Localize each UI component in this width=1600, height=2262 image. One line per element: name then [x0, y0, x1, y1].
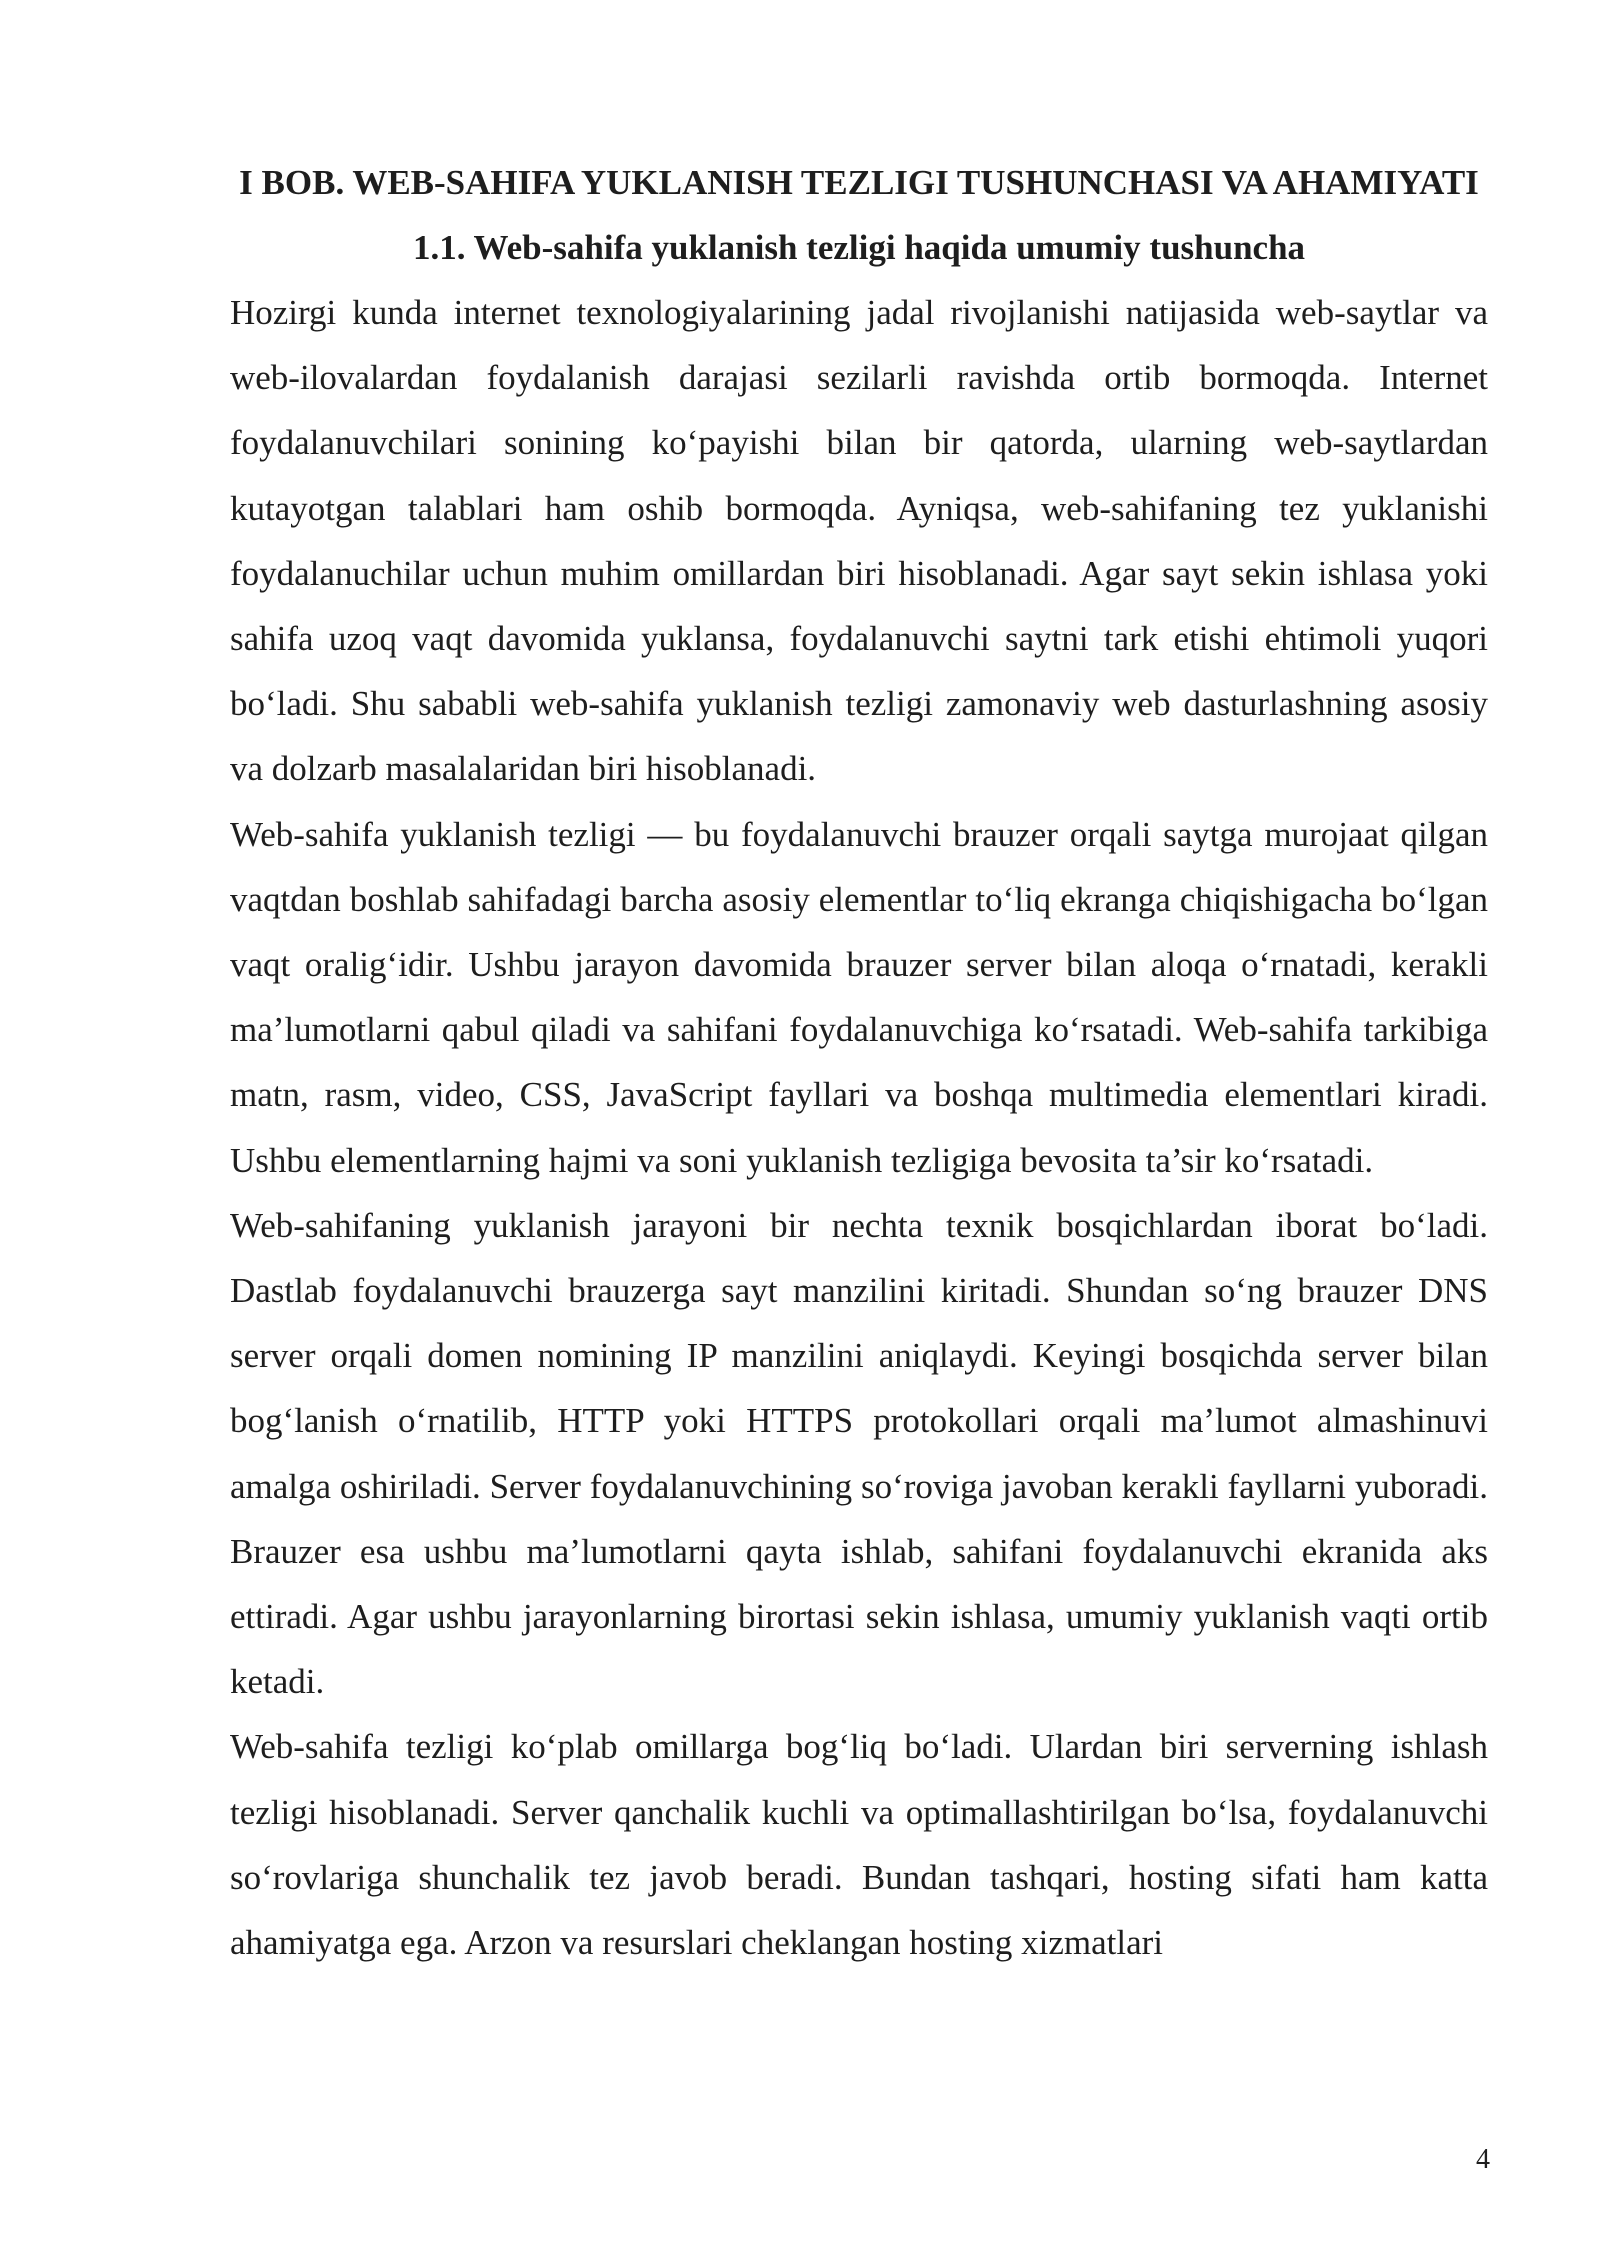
paragraph-intro: Hozirgi kunda internet texnologiyalarining jadal rivojlanishi natijasida web-saytlar va web-ilovalardan foydalanish darajasi sezilarli ravishda ortib bormoqda. Internet foydalanuvchilari sonining ko‘payishi bilan bir qatorda, ularning web-saytlardan kutayotgan talablari ham oshib bormoqda. Ayniqsa, web-sahifaning tez yuklanishi foydalanuchilar uchun muhim omillardan biri hisoblanadi. Agar sayt sekin ishlasa yoki sahifa uzoq vaqt davomida yuklansa, foydalanuvchi saytni tark etishi ehtimoli yuqori bo‘ladi. Shu sababli web-sahifa yuklanish tezligi zamonaviy web dasturlashning asosiy va dolzarb masalalaridan biri hisoblanadi. [230, 293, 1488, 789]
chapter-title: I BOB. WEB-SAHIFA YUKLANISH TEZLIGI TUSHUNCHASI VA AHAMIYATI [239, 163, 1479, 202]
paragraph-definition: Web-sahifa yuklanish tezligi — bu foydalanuvchi brauzer orqali saytga murojaat qilgan vaqtdan boshlab sahifadagi barcha asosiy elementlar to‘liq ekranga chiqishigacha bo‘lgan vaqt oralig‘idir. Ushbu jarayon davomida brauzer server bilan aloqa o‘rnatadi, kerakli ma’lumotlarni qabul qiladi va sahifani foydalanuvchiga ko‘rsatadi. Web-sahifa tarkibiga matn, rasm, video, CSS, JavaScript fayllari va boshqa multimedia elementlari kiradi. Ushbu elementlarning hajmi va soni yuklanish tezligiga bevosita ta’sir ko‘rsatadi. [230, 814, 1488, 1180]
paragraph-loading-process: Web-sahifaning yuklanish jarayoni bir nechta texnik bosqichlardan iborat bo‘ladi. Dastlab foydalanuvchi brauzerga sayt manzilini kiritadi. Shundan so‘ng brauzer DNS server orqali domen nomining IP manzilini aniqlaydi. Keyingi bosqichda server bilan bog‘lanish o‘rnatilib, HTTP yoki HTTPS protokollari orqali ma’lumot almashinuvi amalga oshiriladi. Server foydalanuvchining so‘roviga javoban kerakli fayllarni yuboradi. Brauzer esa ushbu ma’lumotlarni qayta ishlab, sahifani foydalanuvchi ekranida aks ettiradi. Agar ushbu jarayonlarning birortasi sekin ishlasa, umumiy yuklanish vaqti ortib ketadi. [230, 1205, 1488, 1702]
section-title: 1.1. Web-sahifa yuklanish tezligi haqida umumiy tushuncha [412, 228, 1306, 267]
paragraph-speed-factors: Web-sahifa tezligi ko‘plab omillarga bog‘liq bo‘ladi. Ulardan biri serverning ishlash tezligi hisoblanadi. Server qanchalik kuchli va optimallashtirilgan bo‘lsa, foydalanuvchi so‘rovlariga shunchalik tez javob beradi. Bundan tashqari, hosting sifati ham katta ahamiyatga ega. Arzon va resurslari cheklangan hosting xizmatlari [230, 1727, 1488, 1963]
page-number: 4 [1476, 2144, 1490, 2175]
page-content [230, 150, 1488, 1975]
